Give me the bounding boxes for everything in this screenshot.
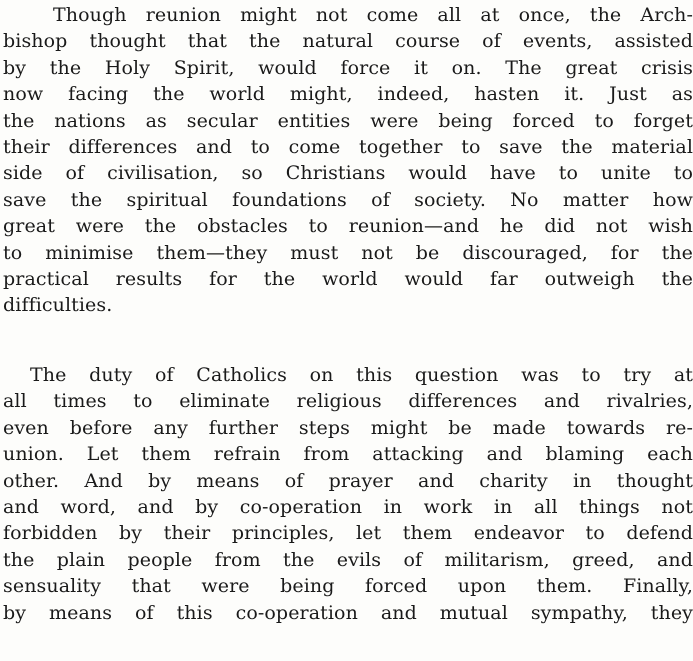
text-line: their differences and to come together to save the material	[3, 135, 693, 158]
text-line: practical results for the world would far outweigh the	[3, 267, 693, 290]
text-line: now facing the world might, indeed, hasten it. Just as	[3, 83, 693, 106]
paragraph-1	[3, 2, 693, 319]
text-line: The duty of Catholics on this question was to try at	[30, 364, 693, 386]
text-line: bishop thought that the natural course of events, assisted	[3, 30, 693, 53]
text-line: the nations as secular entities were being forced to forget	[3, 109, 693, 132]
text-line: save the spiritual foundations of society. No matter how	[3, 188, 693, 211]
paragraph-2	[3, 362, 693, 626]
text-line: and word, and by co-operation in work in all things not	[3, 495, 693, 518]
text-line: Though reunion might not come all at once, the Arch-	[53, 4, 693, 26]
text-line: side of civilisation, so Christians would have to unite to	[3, 162, 693, 185]
text-line: forbidden by their principles, let them endeavor to defend	[3, 522, 693, 545]
text-line: difficulties.	[3, 294, 113, 317]
text-line: even before any further steps might be made towards re-	[3, 416, 693, 439]
text-line: union. Let them refrain from attacking and blaming each	[3, 443, 693, 466]
text-line: other. And by means of prayer and charity in thought	[3, 469, 693, 492]
text-line: sensuality that were being forced upon them. Finally,	[3, 575, 693, 598]
text-line: the plain people from the evils of militarism, greed, and	[3, 548, 693, 571]
text-line: by means of this co-operation and mutual sympathy, they	[3, 601, 693, 624]
text-line: to minimise them—they must not be discouraged, for the	[3, 241, 693, 264]
text-line: by the Holy Spirit, would force it on. The great crisis	[3, 56, 693, 79]
text-line: all times to eliminate religious differences and rivalries,	[3, 390, 693, 413]
text-line: great were the obstacles to reunion—and he did not wish	[3, 215, 693, 238]
